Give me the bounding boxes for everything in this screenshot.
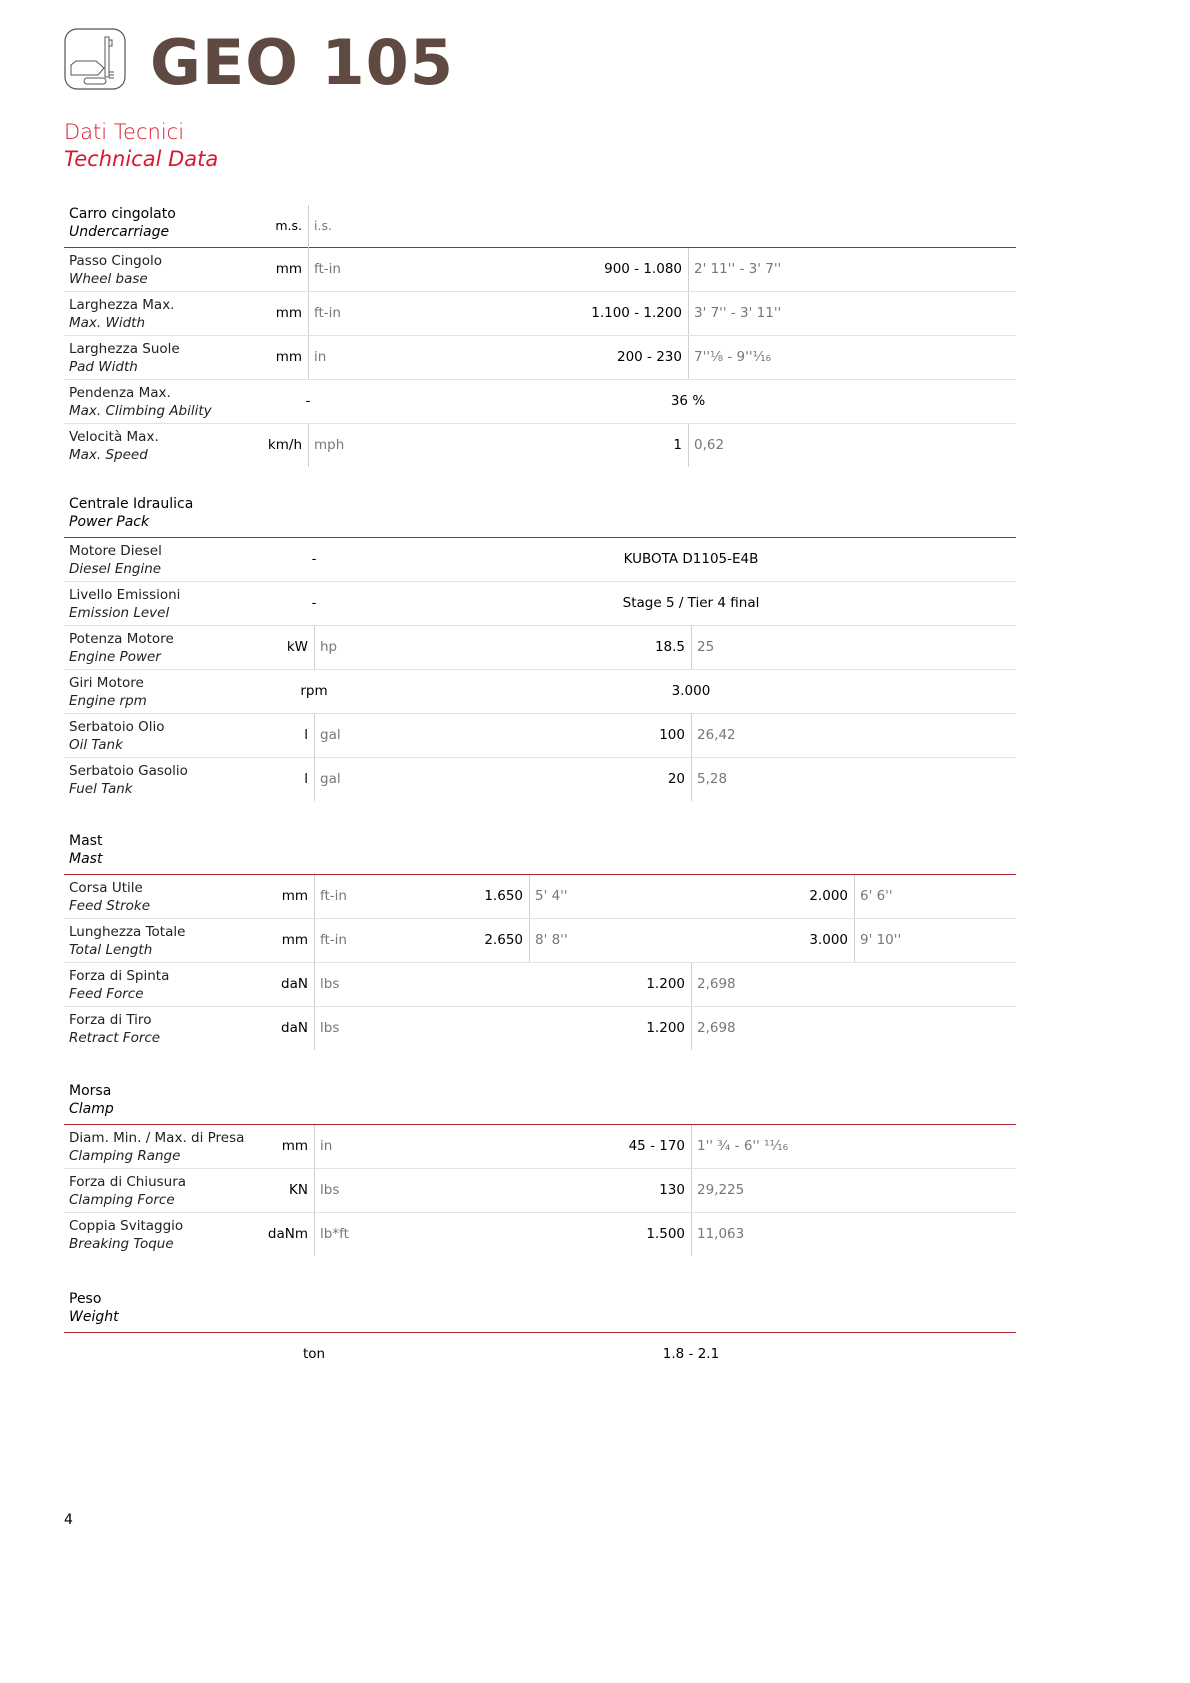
drilling-rig-icon <box>64 28 126 90</box>
spec-row <box>64 1333 1016 1376</box>
spec-value-imperial: 25 <box>697 639 715 655</box>
unit-label: - <box>305 393 311 409</box>
row-label-en: Max. Width <box>69 315 146 331</box>
column-divider <box>688 248 689 291</box>
spec-value-imperial: 26,42 <box>697 727 736 743</box>
unit-metric: daN <box>281 976 308 992</box>
row-label-it: Forza di Spinta <box>69 968 170 984</box>
column-divider <box>691 626 692 669</box>
section-title-en: Weight <box>69 1309 119 1325</box>
spec-value: Stage 5 / Tier 4 final <box>622 595 760 611</box>
page-number: 4 <box>64 1512 73 1528</box>
unit-imperial: hp <box>320 639 338 655</box>
column-divider <box>691 1125 692 1168</box>
unit-metric: mm <box>275 305 302 321</box>
section-header <box>64 1082 1016 1125</box>
unit-label: - <box>311 595 317 611</box>
spec-row <box>64 538 1016 582</box>
row-label-en: Engine rpm <box>69 693 147 709</box>
spec-section <box>64 495 1016 801</box>
spec-value-imperial: 29,225 <box>697 1182 745 1198</box>
spec-value-imperial: 7''⅛ - 9''¹⁄₁₆ <box>694 349 772 365</box>
row-label-en: Pad Width <box>69 359 138 375</box>
row-label-en: Fuel Tank <box>69 781 133 797</box>
spec-value-max: 3.000 <box>809 932 848 948</box>
unit-metric: daNm <box>267 1226 308 1242</box>
row-label-it: Pendenza Max. <box>69 385 171 401</box>
section-title-en: Power Pack <box>69 514 150 530</box>
spec-row <box>64 670 1016 714</box>
column-divider <box>691 963 692 1006</box>
section-header <box>64 832 1016 875</box>
row-label-en: Retract Force <box>69 1030 161 1046</box>
row-label-it: Forza di Chiusura <box>69 1174 187 1190</box>
row-label-en: Feed Stroke <box>69 898 151 914</box>
spec-value-min: 1.650 <box>484 888 523 904</box>
unit-header-imperial: i.s. <box>314 218 332 233</box>
unit-imperial: lbs <box>320 1020 340 1036</box>
spec-imperial-max: 6' 6'' <box>860 888 893 904</box>
row-label-en: Diesel Engine <box>69 561 162 577</box>
spec-value-metric: 1.200 <box>646 976 685 992</box>
row-label-it: Motore Diesel <box>69 543 162 559</box>
unit-imperial: in <box>314 349 327 365</box>
row-label-en: Engine Power <box>69 649 161 665</box>
spec-row <box>64 758 1016 801</box>
row-label-it: Serbatoio Gasolio <box>69 763 188 779</box>
column-divider <box>854 919 855 962</box>
unit-label: rpm <box>300 683 328 699</box>
section-header <box>64 495 1016 538</box>
spec-section <box>64 205 1016 467</box>
row-label-it: Serbatoio Olio <box>69 719 165 735</box>
spec-row <box>64 380 1016 424</box>
row-label-en: Emission Level <box>69 605 170 621</box>
unit-metric: mm <box>281 888 308 904</box>
spec-value-imperial: 0,62 <box>694 437 725 453</box>
spec-value-imperial: 3' 7'' - 3' 11'' <box>694 305 782 321</box>
row-label-it: Larghezza Max. <box>69 297 175 313</box>
unit-imperial: ft-in <box>320 888 347 904</box>
unit-metric: mm <box>275 261 302 277</box>
row-label-it: Diam. Min. / Max. di Presa <box>69 1130 245 1146</box>
unit-label: ton <box>302 1346 326 1362</box>
column-divider <box>688 336 689 379</box>
column-divider <box>691 714 692 757</box>
column-divider <box>691 1213 692 1256</box>
spec-row <box>64 963 1016 1007</box>
unit-imperial: lb*ft <box>320 1226 349 1242</box>
spec-value: 3.000 <box>671 683 711 699</box>
spec-imperial-min: 8' 8'' <box>535 932 568 948</box>
spec-value: 1.8 - 2.1 <box>662 1346 720 1362</box>
subtitle-italian: Dati Tecnici <box>64 120 185 144</box>
spec-row <box>64 248 1016 292</box>
column-divider <box>688 292 689 335</box>
row-label-en: Total Length <box>69 942 153 958</box>
spec-value-imperial: 2' 11'' - 3' 7'' <box>694 261 782 277</box>
row-label-it: Velocità Max. <box>69 429 159 445</box>
row-label-it: Larghezza Suole <box>69 341 180 357</box>
unit-imperial: in <box>320 1138 333 1154</box>
row-label-it: Forza di Tiro <box>69 1012 152 1028</box>
spec-value-metric: 1.500 <box>646 1226 685 1242</box>
unit-imperial: lbs <box>320 1182 340 1198</box>
spec-value-max: 2.000 <box>809 888 848 904</box>
subtitle-english: Technical Data <box>64 147 219 171</box>
unit-metric: KN <box>289 1182 308 1198</box>
spec-row <box>64 919 1016 963</box>
unit-label: - <box>311 551 317 567</box>
spec-value-metric: 1.200 <box>646 1020 685 1036</box>
spec-value-metric: 1.100 - 1.200 <box>591 305 682 321</box>
section-title-en: Clamp <box>69 1101 114 1117</box>
row-label-en: Clamping Range <box>69 1148 181 1164</box>
row-label-en: Wheel base <box>69 271 148 287</box>
unit-imperial: ft-in <box>314 261 341 277</box>
spec-value-imperial: 2,698 <box>697 1020 736 1036</box>
spec-row <box>64 875 1016 919</box>
unit-imperial: gal <box>320 727 341 743</box>
unit-imperial: gal <box>320 771 341 787</box>
spec-row <box>64 1125 1016 1169</box>
spec-imperial-max: 9' 10'' <box>860 932 902 948</box>
section-title-it: Mast <box>69 833 103 849</box>
spec-value-metric: 45 - 170 <box>628 1138 685 1154</box>
spec-value-min: 2.650 <box>484 932 523 948</box>
spec-row <box>64 714 1016 758</box>
row-label-it: Coppia Svitaggio <box>69 1218 184 1234</box>
section-title-it: Centrale Idraulica <box>69 496 194 512</box>
unit-metric: mm <box>281 932 308 948</box>
unit-metric: mm <box>275 349 302 365</box>
unit-header-metric: m.s. <box>275 218 302 233</box>
section-title-it: Morsa <box>69 1083 112 1099</box>
spec-row <box>64 582 1016 626</box>
row-label-it: Corsa Utile <box>69 880 143 896</box>
section-title-en: Undercarriage <box>69 224 170 240</box>
spec-value-metric: 200 - 230 <box>617 349 682 365</box>
section-header <box>64 1290 1016 1333</box>
spec-row <box>64 336 1016 380</box>
spec-value-metric: 1 <box>673 437 682 453</box>
spec-section <box>64 832 1016 1050</box>
unit-metric: l <box>304 727 308 743</box>
spec-value-imperial: 11,063 <box>697 1226 745 1242</box>
row-label-en: Clamping Force <box>69 1192 175 1208</box>
unit-imperial: ft-in <box>320 932 347 948</box>
spec-row <box>64 424 1016 467</box>
row-label-en: Feed Force <box>69 986 144 1002</box>
section-title-it: Carro cingolato <box>69 206 176 222</box>
section-header <box>64 205 1016 248</box>
unit-metric: kW <box>286 639 308 655</box>
column-divider <box>691 1007 692 1050</box>
row-label-it: Lunghezza Totale <box>69 924 186 940</box>
unit-imperial: lbs <box>320 976 340 992</box>
row-label-en: Max. Speed <box>69 447 148 463</box>
row-label-it: Potenza Motore <box>69 631 174 647</box>
spec-value-metric: 130 <box>659 1182 685 1198</box>
row-label-en: Oil Tank <box>69 737 123 753</box>
column-divider <box>691 1169 692 1212</box>
column-divider <box>308 205 309 248</box>
spec-value-metric: 20 <box>667 771 685 787</box>
spec-row <box>64 1169 1016 1213</box>
section-title-en: Mast <box>69 851 103 867</box>
unit-metric: daN <box>281 1020 308 1036</box>
spec-imperial-min: 5' 4'' <box>535 888 568 904</box>
model-title: GEO 105 <box>150 26 454 99</box>
row-label-en: Breaking Toque <box>69 1236 174 1252</box>
spec-value: 36 % <box>670 393 706 409</box>
spec-value-metric: 18.5 <box>654 639 685 655</box>
spec-value: KUBOTA D1105-E4B <box>623 551 759 567</box>
column-divider <box>688 424 689 467</box>
unit-metric: l <box>304 771 308 787</box>
spec-row <box>64 1007 1016 1050</box>
spec-value-imperial: 2,698 <box>697 976 736 992</box>
unit-imperial: mph <box>314 437 345 453</box>
unit-metric: mm <box>281 1138 308 1154</box>
row-label-en: Max. Climbing Ability <box>69 403 212 419</box>
spec-section <box>64 1082 1016 1256</box>
spec-value-metric: 100 <box>659 727 685 743</box>
spec-section <box>64 1290 1016 1376</box>
section-title-it: Peso <box>69 1291 102 1307</box>
row-label-it: Passo Cingolo <box>69 253 162 269</box>
column-divider <box>691 758 692 801</box>
row-label-it: Giri Motore <box>69 675 144 691</box>
column-divider <box>854 875 855 918</box>
spec-value-imperial: 1'' ¾ - 6'' ¹¹⁄₁₆ <box>697 1138 789 1154</box>
spec-row <box>64 292 1016 336</box>
unit-imperial: ft-in <box>314 305 341 321</box>
spec-row <box>64 626 1016 670</box>
spec-value-imperial: 5,28 <box>697 771 728 787</box>
unit-metric: km/h <box>267 437 302 453</box>
row-label-it: Livello Emissioni <box>69 587 181 603</box>
spec-row <box>64 1213 1016 1256</box>
spec-value-metric: 900 - 1.080 <box>604 261 682 277</box>
